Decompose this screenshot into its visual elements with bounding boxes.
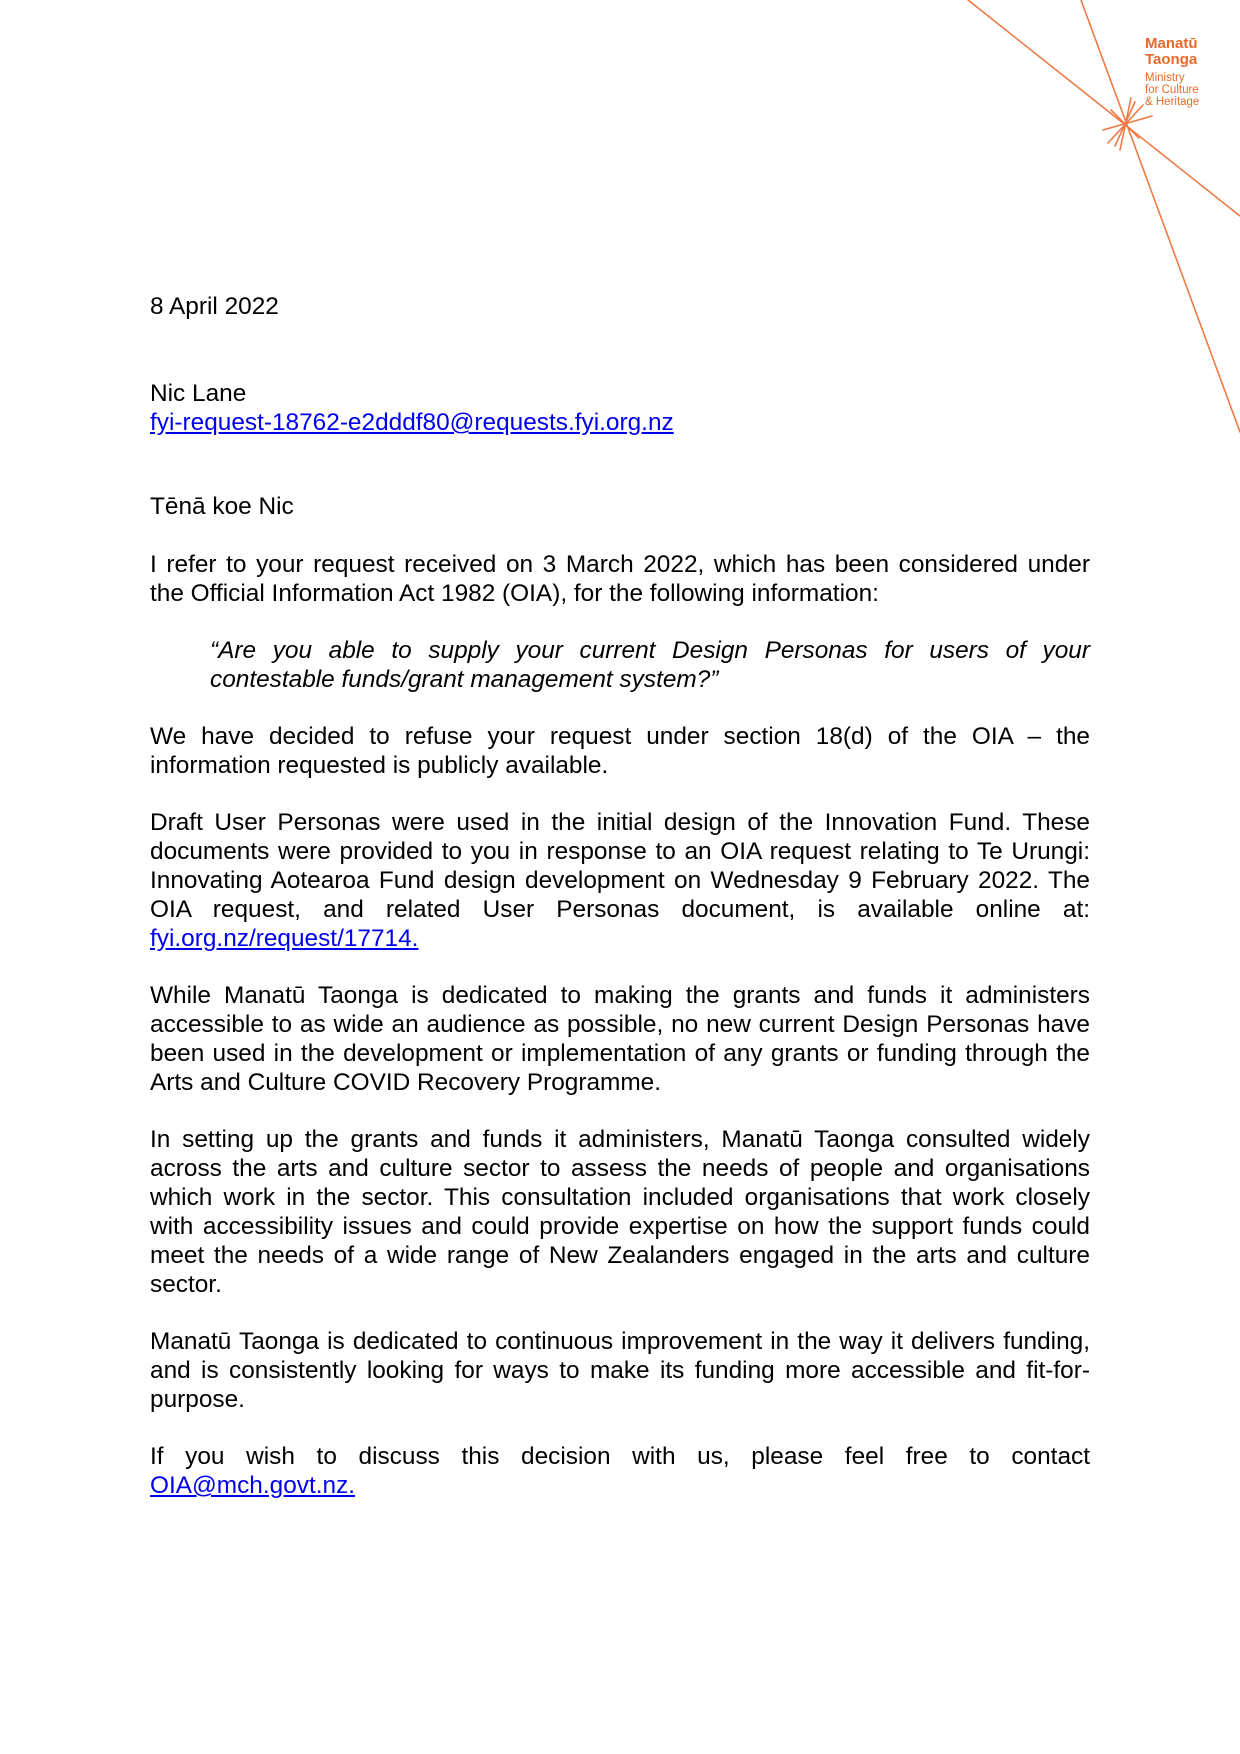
- ministry-logo: [1145, 36, 1199, 108]
- recipient-block: [150, 379, 674, 437]
- paragraph-quote: “Are you able to supply your current Design Personas for users of your contestable funds/grant management system?”: [210, 637, 1090, 693]
- logo-sub-line2: for Culture: [1145, 84, 1199, 96]
- draft-personas-text: Draft User Personas were used in the initial design of the Innovation Fund. These documents were provided to you in response to an OIA request relating to Te Urungi: Innovating Aotearoa Fund design development on Wednesday 9 February 2022. The OIA request, and related User Personas document, is available online at:: [150, 809, 1090, 923]
- salutation: Tēnā koe Nic: [150, 493, 294, 520]
- paragraph-intro: I refer to your request received on 3 March 2022, which has been considered under the Official Information Act 1982 (OIA), for the following information:: [150, 551, 1090, 607]
- fyi-request-link[interactable]: fyi.org.nz/request/17714.: [150, 925, 419, 952]
- logo-sub-line1: Ministry: [1145, 72, 1185, 84]
- paragraph-consultation: In setting up the grants and funds it administers, Manatū Taonga consulted widely across the arts and culture sector to assess the needs of people and organisations which work in the sector. This consultation included organisations that work closely with accessibility issues and could provide expertise on how the support funds could meet the needs of a wide range of New Zealanders engaged in the arts and culture sector.: [150, 1126, 1090, 1298]
- recipient-name: Nic Lane: [150, 380, 247, 407]
- logo-sub-line3: & Heritage: [1145, 96, 1200, 108]
- logo-name-line2: Taonga: [1145, 51, 1198, 68]
- logo-name-line1: Manatū: [1145, 35, 1198, 52]
- letter-body: [150, 550, 1090, 1528]
- contact-text: If you wish to discuss this decision with us, please feel free to contact: [150, 1443, 1090, 1470]
- letter-date: 8 April 2022: [150, 293, 279, 320]
- paragraph-draft-personas: [150, 808, 1090, 953]
- oia-email-link[interactable]: OIA@mch.govt.nz.: [150, 1472, 356, 1499]
- paragraph-decision: We have decided to refuse your request under section 18(d) of the OIA – the information requested is publicly available.: [150, 723, 1090, 779]
- paragraph-contact: [150, 1442, 1090, 1500]
- paragraph-accessibility: While Manatū Taonga is dedicated to making the grants and funds it administers accessible to as wide an audience as possible, no new current Design Personas have been used in the development or implementation of any grants or funding through the Arts and Culture COVID Recovery Programme.: [150, 982, 1090, 1096]
- paragraph-improvement: Manatū Taonga is dedicated to continuous improvement in the way it delivers funding, and is consistently looking for ways to make its funding more accessible and fit-for-purpose.: [150, 1328, 1090, 1413]
- recipient-email-link[interactable]: fyi-request-18762-e2dddf80@requests.fyi.org.nz: [150, 409, 674, 436]
